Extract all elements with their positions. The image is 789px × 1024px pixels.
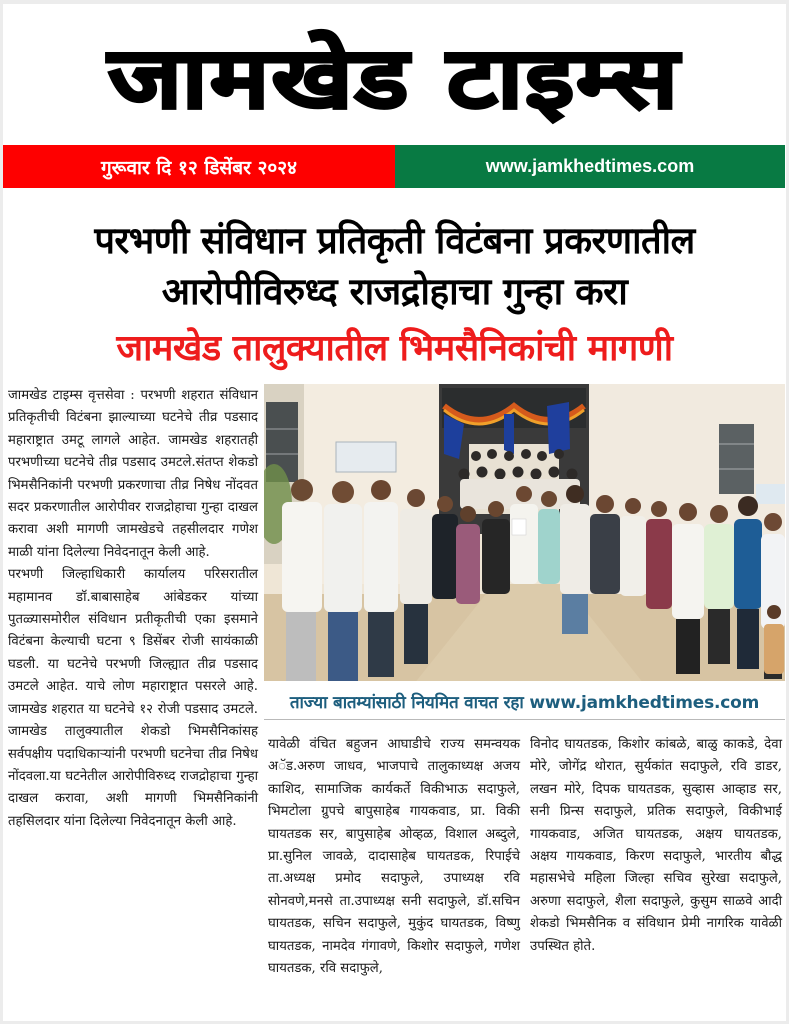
paragraph-1: जामखेड टाइम्स वृत्तसेवा : परभणी शहरात संविधान प्रतिकृतीची विटंबना झाल्याच्या घटनेचे तीव्र पडसाद महाराष्ट्रात उमटू लागले आहेत. जामखेड शहरातही परभणीच्या घटनेचे तीव्र पडसाद उमटले.संतप्त शेकडो भिमसैनिकांनी परभणी प्रकरणाचा तीव्र निषेध नोंदवत सदर प्रकरणातील आरोपीवर राजद्रोहाचा गुन्हा दाखल करावा अशी मागणी जामखेडचे तहसीलदार गणेश माळी यांना दिलेल्या निवेदनातून केली आहे.: [8, 388, 258, 560]
article-column-left: [8, 385, 258, 833]
group-photo-image: [264, 384, 785, 681]
date-website-strip: [3, 145, 785, 188]
website-link[interactable]: www.jamkhedtimes.com: [395, 145, 785, 188]
issue-date: गुरूवार दि १२ डिसेंबर २०२४: [3, 145, 395, 188]
headline-line-1: परभणी संविधान प्रतिकृती विटंबना प्रकरणातील: [94, 219, 695, 262]
article-photo: [264, 384, 785, 681]
photo-caption-promo: ताज्या बातम्यांसाठी नियमित वाचत रहा www.jamkhedtimes.com: [264, 684, 785, 720]
subheadline: जामखेड तालुक्यातील भिमसैनिकांची मागणी: [116, 328, 673, 369]
headline-line-2: आरोपीविरुध्द राजद्रोहाचा गुन्हा करा: [161, 270, 628, 313]
article-column-right: [530, 734, 782, 958]
attendees-paragraph-1: यावेळी वंचित बहुजन आघाडीचे राज्य समन्वयक अॅड.अरुण जाधव, भाजपाचे तालुकाध्यक्ष अजय काशिद, सामाजिक कार्यकर्ते विकीभाऊ सदाफुले, भिमटोला ग्रुपचे बापुसाहेब गायकवाड, प्रा. विकी घायतडक सर, बापुसाहेब ओव्हळ, विशाल अब्दुले, प्रा.सुनिल जावळे, दादासाहेब घायतडक, रिपाईचे ता.अध्यक्ष प्रमोद सदाफुले, उपाध्यक्ष रवि सोनवणे,मनसे ता.उपाध्यक्ष सनी सदाफुले, डॉ.सचिन घायतडक, सचिन सदाफुले, मुकुंद घायतडक, विष्णु घायतडक, नामदेव गंगावणे, किशोर सदाफुले, गणेश घायतडक, रवि सदाफुले,: [268, 737, 520, 977]
masthead: [0, 6, 789, 142]
paragraph-2: परभणी जिल्हाधिकारी कार्यालय परिसरातील महामानव डॉ.बाबासाहेब आंबेडकर यांच्या पुतळ्यासमोरील संविधान प्रतीकृतीची एका इसमाने विटंबना केल्याची घटना ९ डिसेंबर रोजी सायंकाळी घडली. या घटनेचे परभणी जिल्ह्यात तीव्र पडसाद उमटले आहेत. याचे लोण महाराष्ट्रात पसरले आहे. जामखेड शहरात या घटनेचे १२ रोजी पडसाद उमटले. जामखेड तालुक्यातील शेकडो भिमसैनिकांसह सर्वपक्षीय पदाधिकाऱ्यांनी परभणी घटनेचा तीव्र निषेध नोंदवला.या घटनेतील आरोपीविरुध्द राजद्रोहाचा गुन्हा दाखल करावा, अशी मागणी भिमसैनिकांनी तहसिलदार यांना दिलेल्या निवेदनातून केली आहे.: [8, 567, 258, 829]
newspaper-title: जामखेड टाइम्स: [108, 29, 681, 127]
article-column-middle: [268, 734, 520, 980]
attendees-paragraph-2: विनोद घायतडक, किशोर कांबळे, बाळु काकडे, देवा मोरे, जोगेंद्र थोरात, सुर्यकांत सदाफुले, रवि डाडर, लखन मोरे, दिपक घायतडक, सुव्हास आव्हाड सर, सनी प्रिन्स सदाफुले, प्रतिक सदाफुले, विकीभाई गायकवाड, अजित घायतडक, अक्षय घायतडक, अक्षय गायकवाड, किरण सदाफुले, भारतीय बौद्ध महासभेचे महिला जिल्हा सचिव सुरेखा सदाफुले, अरुणा सदाफुले, शैला सदाफुले, कुसुम साळवे आदी शेकडो भिमसैनिक व संविधान प्रेमी नागरिक यावेळी उपस्थित होते.: [530, 737, 782, 954]
